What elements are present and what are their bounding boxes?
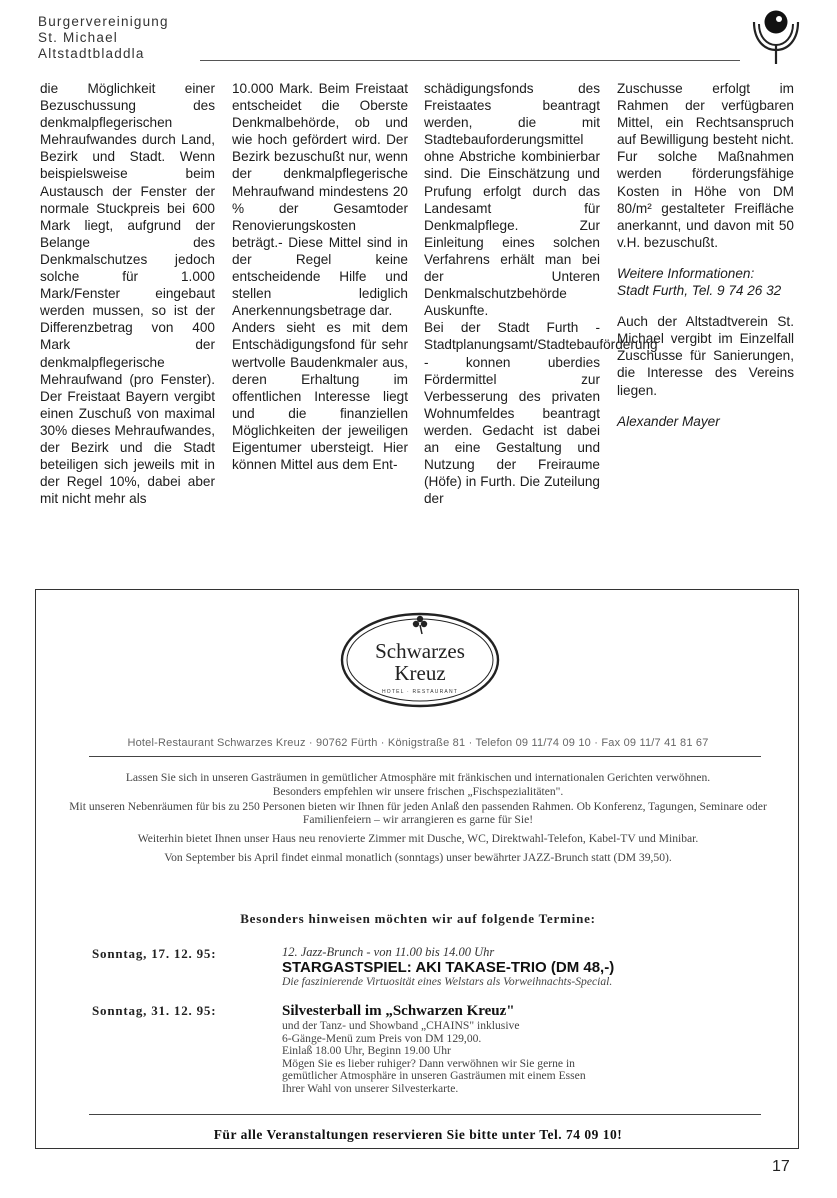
logo-name-line1: Schwarzes	[375, 639, 465, 663]
publication-title-line1: Burgervereinigung	[38, 14, 169, 29]
ad-description	[66, 771, 770, 871]
article-paragraph: Anders sieht es mit dem Entschädigungsfond für sehr wertvolle Baudenkmaler aus, deren Erhaltung im offentlichen Interesse liegt und die finanziellen Möglichkeiten der jeweiligen Eigentumer ubersteigt. Hier können Mittel aus dem Ent-	[232, 320, 408, 473]
article-paragraph: 10.000 Mark. Beim Freistaat entscheidet die Oberste Denkmalbehörde, ob und wie hoch gefördert wird. Der Bezirk bezuschußt nur, wenn der denkmalpflegerische Mehraufwand mindestens 20 % der Gesamtoder Renovierungskosten beträgt.- Diese Mittel sind in der Regel keine entscheidende Hilfe und stellen lediglich Anerkennungsbetrage dar.	[232, 81, 408, 319]
article-paragraph: schädigungsfonds des Freistaates beantragt werden, die mit Stadtebauforderungsmittel ohne Abstriche kombinierbar sind. Die Einschätzung und Prufung erfolgt durch das Landesamt für Denkmalpflege. Zur Einleitung eines solchen Verfahrens erhält man bei der Unteren Denkmalschutzbehörde Auskunfte.	[424, 81, 600, 319]
divider	[89, 756, 761, 757]
article-author: Alexander Mayer	[617, 413, 720, 429]
article-paragraph: Bei der Stadt Furth - Stadtplanungsamt/Stadtebauförderung - konnen uberdies Fördermittel zur Verbesserung des privaten Wohnumfeldes beantragt werden. Gedacht ist dabei an eine Gestaltung und Nutzung der Freiraume (Höfe) in Furth. Die Zuteilung der	[424, 320, 658, 507]
event-line: Einlaß 18.00 Uhr, Beginn 19.00 Uhr	[282, 1044, 451, 1058]
restaurant-logo	[340, 610, 500, 710]
event-subtitle: 12. Jazz-Brunch - von 11.00 bis 14.00 Uhr	[282, 945, 495, 959]
ad-paragraph: Mit unseren Nebenräumen für bis zu 250 Personen bieten wir Ihnen für jeden Anlaß den passenden Rahmen. Ob Konferenz, Tagungen, Seminare oder Familienfeiern – wir arrangieren es garne für Sie!	[69, 799, 767, 826]
event-line: Mögen Sie es lieber ruhiger? Dann verwöhnen wir Sie gerne in	[282, 1056, 575, 1070]
event-date: Sonntag, 17. 12. 95:	[92, 946, 217, 961]
ad-paragraph: Besonders empfehlen wir unsere frischen „Fischspezialitäten".	[272, 785, 564, 799]
article-paragraph: die Möglichkeit einer Bezuschussung des denkmalpflegerischen Mehraufwandes durch Land, Bezirk und Stadt. Wenn beispielsweise beim Austausch der Fenster der normale Stuckpreis bei 600 Mark liegt, aufgrund der Belange des Denkmalschutzes jedoch solche für 1.000 Mark/Fenster eingebaut werden mussen, so ist der Differenzbetrag von 400 Mark der denkmalpflegerische Mehraufwand (pro Fenster). Der Freistaat Bayern vergibt einen Zuschuß von maximal 30% dieses Mehraufwandes, der Bezirk und die Stadt beteiligen sich jeweils mit in der Regel 10%, dabei aber mit nicht mehr als	[40, 81, 215, 507]
article-column-1	[40, 80, 215, 507]
event-line: Ihrer Wahl von unserer Silvesterkarte.	[282, 1081, 459, 1095]
ad-paragraph: Von September bis April findet einmal monatlich (sonntags) unser bewährter JAZZ-Brunch statt (DM 39,50).	[164, 851, 672, 865]
event-details	[282, 1003, 782, 1096]
event-title: Silvesterball im „Schwarzen Kreuz"	[282, 1003, 515, 1019]
event-details	[282, 946, 782, 988]
event-date: Sonntag, 31. 12. 95:	[92, 1003, 217, 1018]
clover-icon	[413, 616, 427, 634]
event-line: gemütlicher Atmosphäre in unseren Gasträumen mit einem Essen	[282, 1069, 586, 1083]
reservation-note: Für alle Veranstaltungen reservieren Sie bitte unter Tel. 74 09 10!	[213, 1127, 623, 1142]
article-paragraph: Auch der Altstadtverein St. Michael vergibt im Einzelfall Zuschusse für Sanierungen, die Interesse des Vereins liegen.	[617, 314, 794, 398]
article-column-3	[424, 80, 658, 507]
association-logo-icon	[748, 6, 804, 64]
header-rule	[200, 60, 740, 61]
event-description: Die faszinierende Virtuosität eines Welstars als Vorweihnachts-Special.	[282, 974, 613, 988]
divider	[89, 1114, 761, 1115]
events-headline: Besonders hinweisen möchten wir auf folgende Termine:	[240, 911, 596, 926]
article-column-2	[232, 80, 408, 473]
logo-name-line2: Kreuz	[394, 661, 446, 685]
page-number: 17	[772, 1158, 790, 1175]
article-column-4	[617, 80, 794, 430]
restaurant-advertisement	[35, 589, 799, 1149]
restaurant-address: Hotel-Restaurant Schwarzes Kreuz · 90762 Fürth · Königstraße 81 · Telefon 09 11/74 09 10 · Fax 09 11/7 41 81 67	[127, 737, 709, 749]
info-contact: Stadt Furth, Tel. 9 74 26 32	[617, 283, 782, 299]
event-title: STARGASTSPIEL: AKI TAKASE-TRIO (DM 48,-)	[282, 958, 615, 976]
info-label: Weitere Informationen:	[617, 265, 755, 281]
article-paragraph: Zuschusse erfolgt im Rahmen der verfügbaren Mittel, ein Rechtsanspruch auf Bewilligung besteht nicht. Fur solche Maßnahmen werden förderungsfähige Kosten in Höhe von DM 80/m² gestalteter Freifläche anerkannt, und davon mit 50 v.H. bezuschußt.	[617, 81, 794, 250]
publication-title-line2: St. Michael	[38, 30, 118, 45]
logo-subtitle: HOTEL · RESTAURANT	[381, 689, 459, 695]
event-line: und der Tanz- und Showband „CHAINS" inklusive	[282, 1019, 520, 1032]
publication-title-line3: Altstadtbladdla	[38, 46, 145, 61]
ad-paragraph: Weiterhin bietet Ihnen unser Haus neu renovierte Zimmer mit Dusche, WC, Direktwahl-Telefon, Kabel-TV und Minibar.	[137, 832, 699, 846]
ad-paragraph: Lassen Sie sich in unseren Gasträumen in gemütlicher Atmosphäre mit fränkischen und internationalen Gerichten verwöhnen.	[125, 771, 711, 784]
publication-title	[38, 14, 169, 62]
event-line: 6-Gänge-Menü zum Preis von DM 129,00.	[282, 1031, 482, 1045]
